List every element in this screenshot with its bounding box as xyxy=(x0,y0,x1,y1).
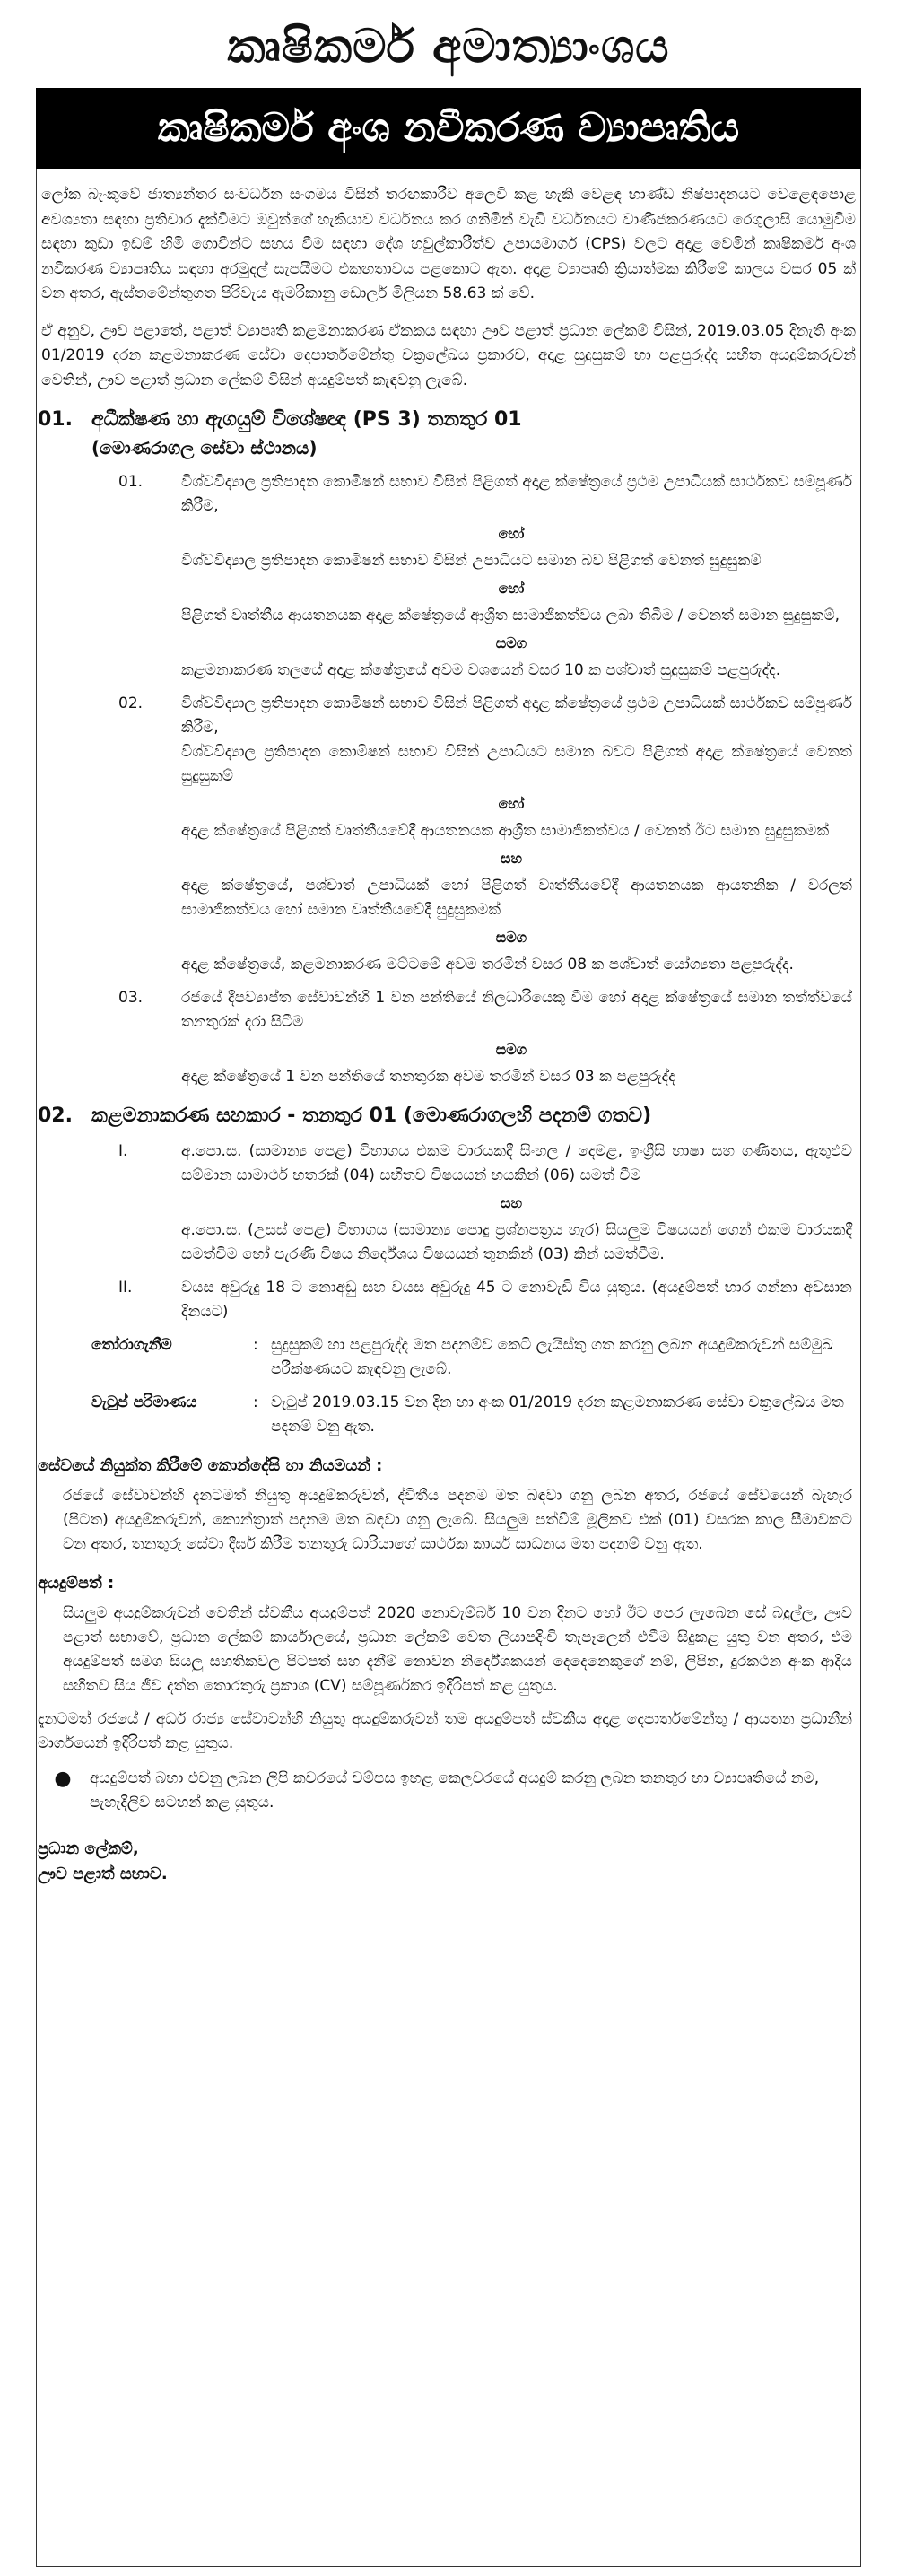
requirement-text: අදාළ ක්ෂේත්‍රයේ, කළමනාකරණ මට්ටමේ අවම තරමින් වසර 08 ක පශ්චාත් යෝග්‍යතා පළපුරුද්ද. xyxy=(181,956,794,974)
salary-text: වැටුප් 2019.03.15 වන දින හා අංක 01/2019 දරන කළමනාකරණ සේවා චක්‍රලේඛය මත පදනම් වනු ඇත. xyxy=(271,1393,844,1436)
selection-label: තෝරාගැනීම xyxy=(91,1336,172,1354)
connector-word: හෝ xyxy=(498,795,525,812)
requirement-item xyxy=(36,1140,861,1188)
selection-separator: : xyxy=(253,1336,258,1354)
selection-row xyxy=(36,1333,861,1382)
applications-text-1: සියලුම අයදුම්කරුවන් වෙතින් ස්වකීය අයදුම්පත් 2020 නොවැම්බර් 10 වන දිනට හෝ ඊට පෙර ලැබෙන සේ බදුල්ල, ඌව පළාත් සභාවේ, ප්‍රධාන ලේකම් කාර්යාලයේ, ප්‍රධාන ලේකම් වෙත ලියාපදිංචි තැපෑලෙන් එවීම සිදුකළ යුතු වන අතර, එම අයදුම්පත් සමග සියලු සහතිකවල පිටපත් සහ දැනීම් නොවන නිර්දේශකයන් දෙදෙනෙකුගේ නම්, ලිපින, දුරකථන අංක ආදිය සහිතව සිය ජීව දත්ත තොරතුරු ප්‍රකාශ (CV) සම්පූර්ණකර ඉදිරිපත් කළ යුතුය. xyxy=(63,1604,852,1695)
connector-word: සහ xyxy=(500,850,523,867)
section-1-requirements xyxy=(36,470,861,1089)
envelope-note-text: අයදුම්පත් බහා එවනු ලබන ලිපි කවරයේ වම්පස ඉහළ කෙලවරයේ අයදුම් කරනු ලබන තනතුර හා ව්‍යාපෘතියේ නම, පැහැදිලිව සටහන් කළ යුතුය. xyxy=(90,1769,820,1812)
requirement-number: 01. xyxy=(118,473,144,491)
requirement-text: අ.පො.ස. (සාමාන්‍ය පෙළ) විභාගය එකම වාරයකදී සිංහල / දෙමළ, ඉංග්‍රීසි භාෂා සහ ගණිතය, ඇතුළුව සම්මාන සාමාර්ථ හතරක් (04) සහිතව විෂයයන් හයකින් (06) සමත් වීම xyxy=(181,1142,852,1184)
requirement-text: විශ්වවිද්‍යාල ප්‍රතිපාදන කොමිෂන් සභාව විසින් උපාධියට සමාන බව පිළිගත් වෙනත් සුදුසුකම් xyxy=(181,552,762,570)
requirement-text: විශ්වවිද්‍යාල ප්‍රතිපාදන කොමිෂන් සභාව විසින් පිළිගත් අදාළ ක්ෂේත්‍රයේ ප්‍රථම උපාධියක් සාර්ථකව සම්පූර්ණ කිරීම, xyxy=(181,473,852,515)
applications-text-2: දැනටමත් රජයේ / අර්ධ රාජ්‍ය සේවාවන්හි නියුතු අයදුම්කරුවන් තම අයදුම්පත් ස්වකීය අදාළ දෙපාර්තමේන්තු / ආයතන ප්‍රධානීන් මාර්ගයෙන් ඉදිරිපත් කළ යුතුය. xyxy=(38,1710,852,1752)
connector-word: සමග xyxy=(495,929,527,946)
connector-word: හෝ xyxy=(498,525,525,542)
selection-text: සුදුසුකම් හා පළපුරුද්ද මත පදනම්ව කෙටි ලැයිස්තු ගත කරනු ලබන අයදුම්කරුවන් සම්මුඛ පරීක්ෂණයට කැඳවනු ලැබේ. xyxy=(271,1336,833,1378)
intro-paragraph-1: ලෝක බැංකුවේ ජාත්‍යන්තර සංවර්ධන සංගමය විසින් තරඟකාරීව අලෙවි කළ හැකි වෙළඳ භාණ්ඩ නිෂ්පාදනයට වෙළෙඳපොළ අවශ්‍යතා සඳහා ප්‍රතිචාර දැක්වීමට ඔවුන්ගේ හැකියාව වර්ධනය කර ගනිමින් වැඩි වර්ධනයට වාණිජකරණයට රෙගුලාසි යොමුවීම සඳහා කුඩා ඉඩම් හිමි ගොවීන්ට සහය වීම සඳහා දේශ හවුල්කාරීත්ව උපායමාර්ග (CPS) වලට අදාළ වෙමින් කෘෂිකර්ම අංශ නවීකරණ ව්‍යාපෘතිය සඳහා අරමුදල් සැපයීමට එකඟතාවය පළකොට ඇත. අදාළ ව්‍යාපෘති ක්‍රියාත්මක කිරීමේ කාලය වසර 05 ක් වන අතර, ඇස්තමේන්තුගත පිරිවැය ඇමරිකානු ඩොලර් මිලියන 58.63 ක් වේ. xyxy=(41,186,856,302)
salary-separator: : xyxy=(253,1393,258,1411)
signature-title: ප්‍රධාන ලේකම්, xyxy=(38,1839,139,1858)
requirement-text: අදාළ ක්ෂේත්‍රයේ, පශ්චාත් උපාධියක් හෝ පිළිගත් වෘත්තීයවේදී ආයතනයක ආයතනික / වරලත් සාමාජිකත්වය හෝ සමාන වෘත්තීයවේදී සුදුසුකමක් xyxy=(181,877,852,919)
section-1-location: (මොණරාගල සේවා ස්ථානය) xyxy=(91,437,318,458)
requirement-item xyxy=(36,470,861,519)
requirement-text: වයස අවුරුදු 18 ට නොඅඩු සහ වයස අවුරුදු 45 ට නොවැඩි විය යුතුය. (අයදුම්පත් භාර ගන්නා අවසාන දිනයට) xyxy=(181,1279,852,1321)
requirement-text: විශ්වවිද්‍යාල ප්‍රතිපාදන කොමිෂන් සභාව විසින් පිළිගත් අදාළ ක්ෂේත්‍රයේ ප්‍රථම උපාධියක් සාර්ථකව සම්පූර්ණ කිරීම, xyxy=(181,694,852,737)
conditions-heading: සේවයේ නියුක්ත කිරීමේ කොන්දේසි හා නියමයන් : xyxy=(38,1456,383,1475)
salary-label: වැටුප් පරිමාණය xyxy=(91,1393,197,1411)
section-2-heading xyxy=(36,1102,861,1131)
requirement-text: පිළිගත් වෘත්තීය ආයතනයක අදාළ ක්ෂේත්‍රයේ ආශ්‍රිත සාමාජිකත්වය ලබා තිබීම / වෙනත් සමාන සුදුසුකම්, xyxy=(181,607,840,624)
connector-word: සමග xyxy=(495,1041,527,1058)
requirement-number: II. xyxy=(118,1279,133,1297)
conditions-text: රජයේ සේවාවන්හි දැනටමත් නියුතු අයදුම්කරුවන්, ද්විතීය පදනම මත බඳවා ගනු ලබන අතර, රජයේ සේවයෙන් බැහැර (පිටත) අයදුම්කරුවන්, කොන්ත්‍රාත් පදනම මත බඳවා ගනු ලැබේ. සියලුම පත්වීම් මූලිකව එක් (01) වසරක කාල සීමාවකට වන අතර, තනතුරු සේවා දීර්ඝ කිරීම තනතුරු ධාරියාගේ සාර්ථක කාර්ය සාධනය මත පදනම් වනු ඇත. xyxy=(63,1487,852,1553)
requirement-text: කළමනාකරණ තලයේ අදාළ ක්ෂේත්‍රයේ අවම වශයෙන් වසර 10 ක පශ්චාත් සුදුසුකම් පළපුරුද්ද. xyxy=(181,661,781,679)
project-banner: කෘෂිකර්ම අංශ නවීකරණ ව්‍යාපෘතිය xyxy=(36,88,861,169)
envelope-note xyxy=(36,1767,861,1815)
requirement-text: අදාළ ක්ෂේත්‍රයේ 1 වන පන්තියේ තනතුරක අවම තරමින් වසර 03 ක පළපුරුද්ද xyxy=(181,1068,675,1086)
section-1-title: අධීක්ෂණ හා ඇගයුම් විශේෂඥ (PS 3) තනතුර 01 xyxy=(91,408,522,431)
ministry-title: කෘෂිකර්ම අමාත්‍යාංශය xyxy=(227,20,670,74)
salary-row xyxy=(36,1391,861,1439)
signature-block xyxy=(36,1837,861,1887)
connector-word: හෝ xyxy=(498,580,525,597)
requirement-item xyxy=(36,986,861,1035)
requirement-number: 02. xyxy=(118,694,144,712)
bullet-icon: ● xyxy=(54,1768,72,1790)
section-1-heading xyxy=(36,406,861,434)
requirement-item xyxy=(36,1276,861,1324)
requirement-text: විශ්වවිද්‍යාල ප්‍රතිපාදන කොමිෂන් සභාව විසින් උපාධියට සමාන බවට පිළිගත් අදාළ ක්ෂේත්‍රයේ වෙනත් සුදුසුකම් xyxy=(181,743,852,785)
intro-paragraph-2: ඒ අනුව, ඌව පළාතේ, පළාත් ව්‍යාපෘති කළමනාකරණ ඒකකය සඳහා ඌව පළාත් ප්‍රධාන ලේකම් විසින්, 2019.03.05 දිනැති අංක 01/2019 දරන කළමනාකරණ සේවා දෙපාර්තමේන්තු චක්‍රලේඛය ප්‍රකාරව, අදාළ සුදුසුකම් හා පළපුරුද්ද සහිත අයදුම්කරුවන් වෙතින්, ඌව පළාත් ප්‍රධාන ලේකම් විසින් අයදුම්පත් කැඳවනු ලැබේ. xyxy=(41,321,856,389)
signature-office: ඌව පළාත් සභාව. xyxy=(38,1864,168,1883)
requirement-number: 03. xyxy=(118,989,144,1007)
section-2-number: 02. xyxy=(38,1105,73,1127)
requirement-number: I. xyxy=(118,1142,128,1160)
applications-heading: අයදුම්පත් : xyxy=(38,1574,115,1593)
requirement-text: අදාළ ක්ෂේත්‍රයේ පිළිගත් වෘත්තීයවේදී ආයතනයක ආශ්‍රිත සාමාජිකත්වය / වෙනත් ඊට සමාන සුදුසුකමක් xyxy=(181,822,830,840)
section-2-requirements xyxy=(36,1140,861,1324)
requirement-text: රජයේ දීපව්‍යාප්ත සේවාවන්හි 1 වන පන්තියේ නිලධාරියෙකු වීම හෝ අදාළ ක්ෂේත්‍රයේ සමාන තත්ත්වයේ තනතුරක් දරා සිටීම xyxy=(181,989,852,1031)
connector-word: සහ xyxy=(500,1194,523,1211)
requirement-text: අ.පො.ස. (උසස් පෙළ) විභාගය (සාමාන්‍ය පොදු ප්‍රශ්නපත්‍රය හැර) සියලුම විෂයයන් ගෙන් එකම වාරයකදී සමත්වීම හෝ පැරණි විෂය නිර්දේශය විෂයයන් තුනකින් (03) කින් සමත්වීම. xyxy=(181,1221,852,1263)
requirement-item xyxy=(36,692,861,740)
section-2-title: කළමනාකරණ සහකාර - තනතුර 01 (මොණරාගලහි පදනම් ගතව) xyxy=(91,1105,652,1127)
connector-word: සමග xyxy=(495,634,527,651)
section-1-number: 01. xyxy=(38,408,73,431)
